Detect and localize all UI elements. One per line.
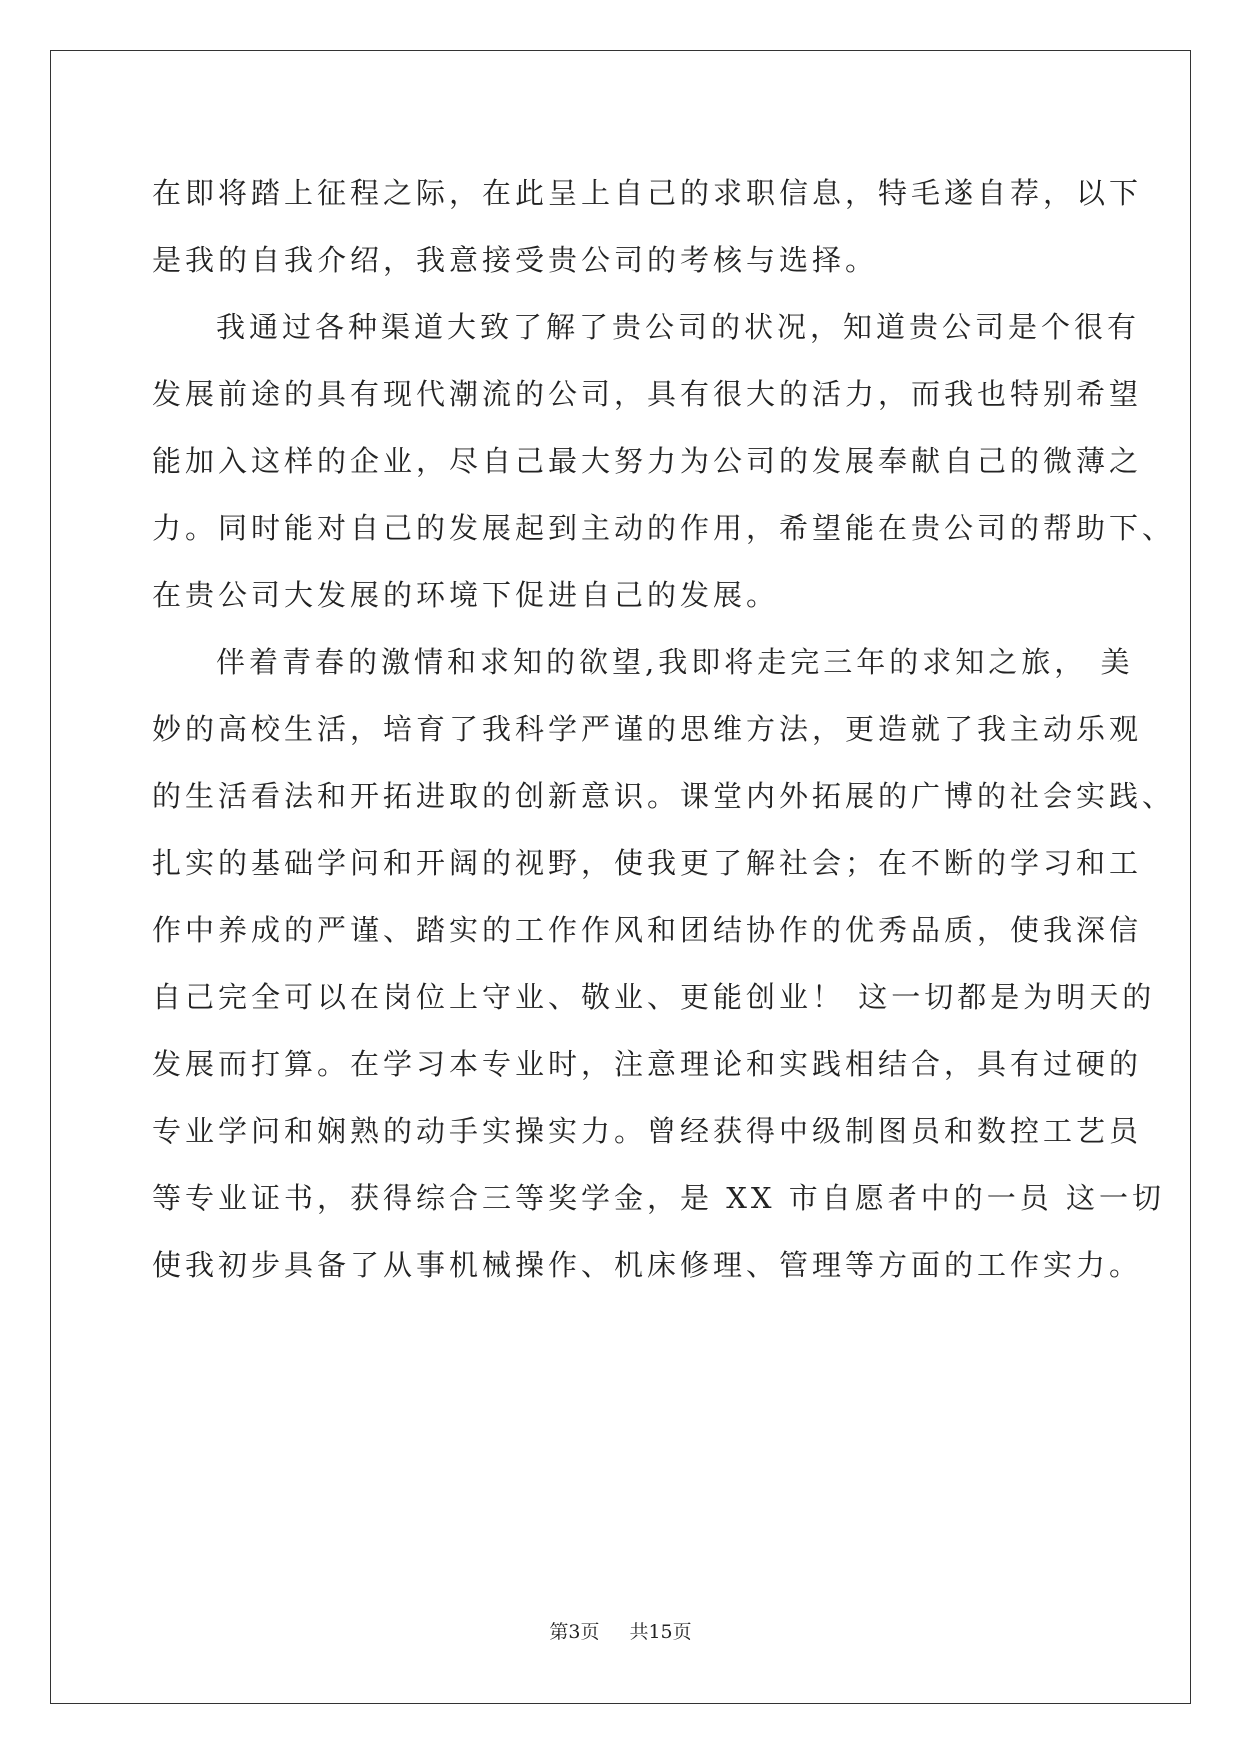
page-number: 第3页	[549, 1621, 600, 1643]
text-line: 能加入这样的企业，尽自己最大努力为公司的发展奉献自己的微薄之	[152, 444, 1143, 478]
text-line: 力。同时能对自己的发展起到主动的作用，希望能在贵公司的帮助下、	[152, 511, 1176, 545]
text-line: 妙的高校生活，培育了我科学严谨的思维方法，更造就了我主动乐观	[152, 712, 1143, 746]
text-line: 作中养成的严谨、踏实的工作作风和团结协作的优秀品质，使我深信	[152, 913, 1143, 947]
text-line: 发展前途的具有现代潮流的公司，具有很大的活力，而我也特别希望	[152, 377, 1143, 411]
paragraph-start-line: 我通过各种渠道大致了解了贵公司的状况，知道贵公司是个很有	[216, 310, 1141, 344]
text-line: 在即将踏上征程之际，在此呈上自己的求职信息，特毛遂自荐，以下	[152, 176, 1143, 210]
text-line: 自己完全可以在岗位上守业、敬业、更能创业！ 这一切都是为明天的	[152, 980, 1156, 1014]
text-line: 发展而打算。在学习本专业时，注意理论和实践相结合，具有过硬的	[152, 1047, 1143, 1081]
text-line: 的生活看法和开拓进取的创新意识。课堂内外拓展的广博的社会实践、	[152, 779, 1176, 813]
text-line: 是我的自我介绍，我意接受贵公司的考核与选择。	[152, 243, 879, 277]
document-body	[152, 160, 1176, 1299]
paragraph-start-line: 伴着青春的激情和求知的欲望,我即将走完三年的求知之旅， 美	[216, 645, 1134, 679]
page-total: 共15页	[629, 1621, 692, 1643]
page-footer	[0, 1617, 1241, 1644]
text-line: 专业学问和娴熟的动手实操实力。曾经获得中级制图员和数控工艺员	[152, 1114, 1143, 1148]
text-line: 等专业证书，获得综合三等奖学金，是 XX 市自愿者中的一员 这一切	[152, 1181, 1165, 1215]
text-line: 扎实的基础学问和开阔的视野，使我更了解社会；在不断的学习和工	[152, 846, 1143, 880]
text-line: 使我初步具备了从事机械操作、机床修理、管理等方面的工作实力。	[152, 1248, 1143, 1282]
text-line: 在贵公司大发展的环境下促进自己的发展。	[152, 578, 780, 612]
